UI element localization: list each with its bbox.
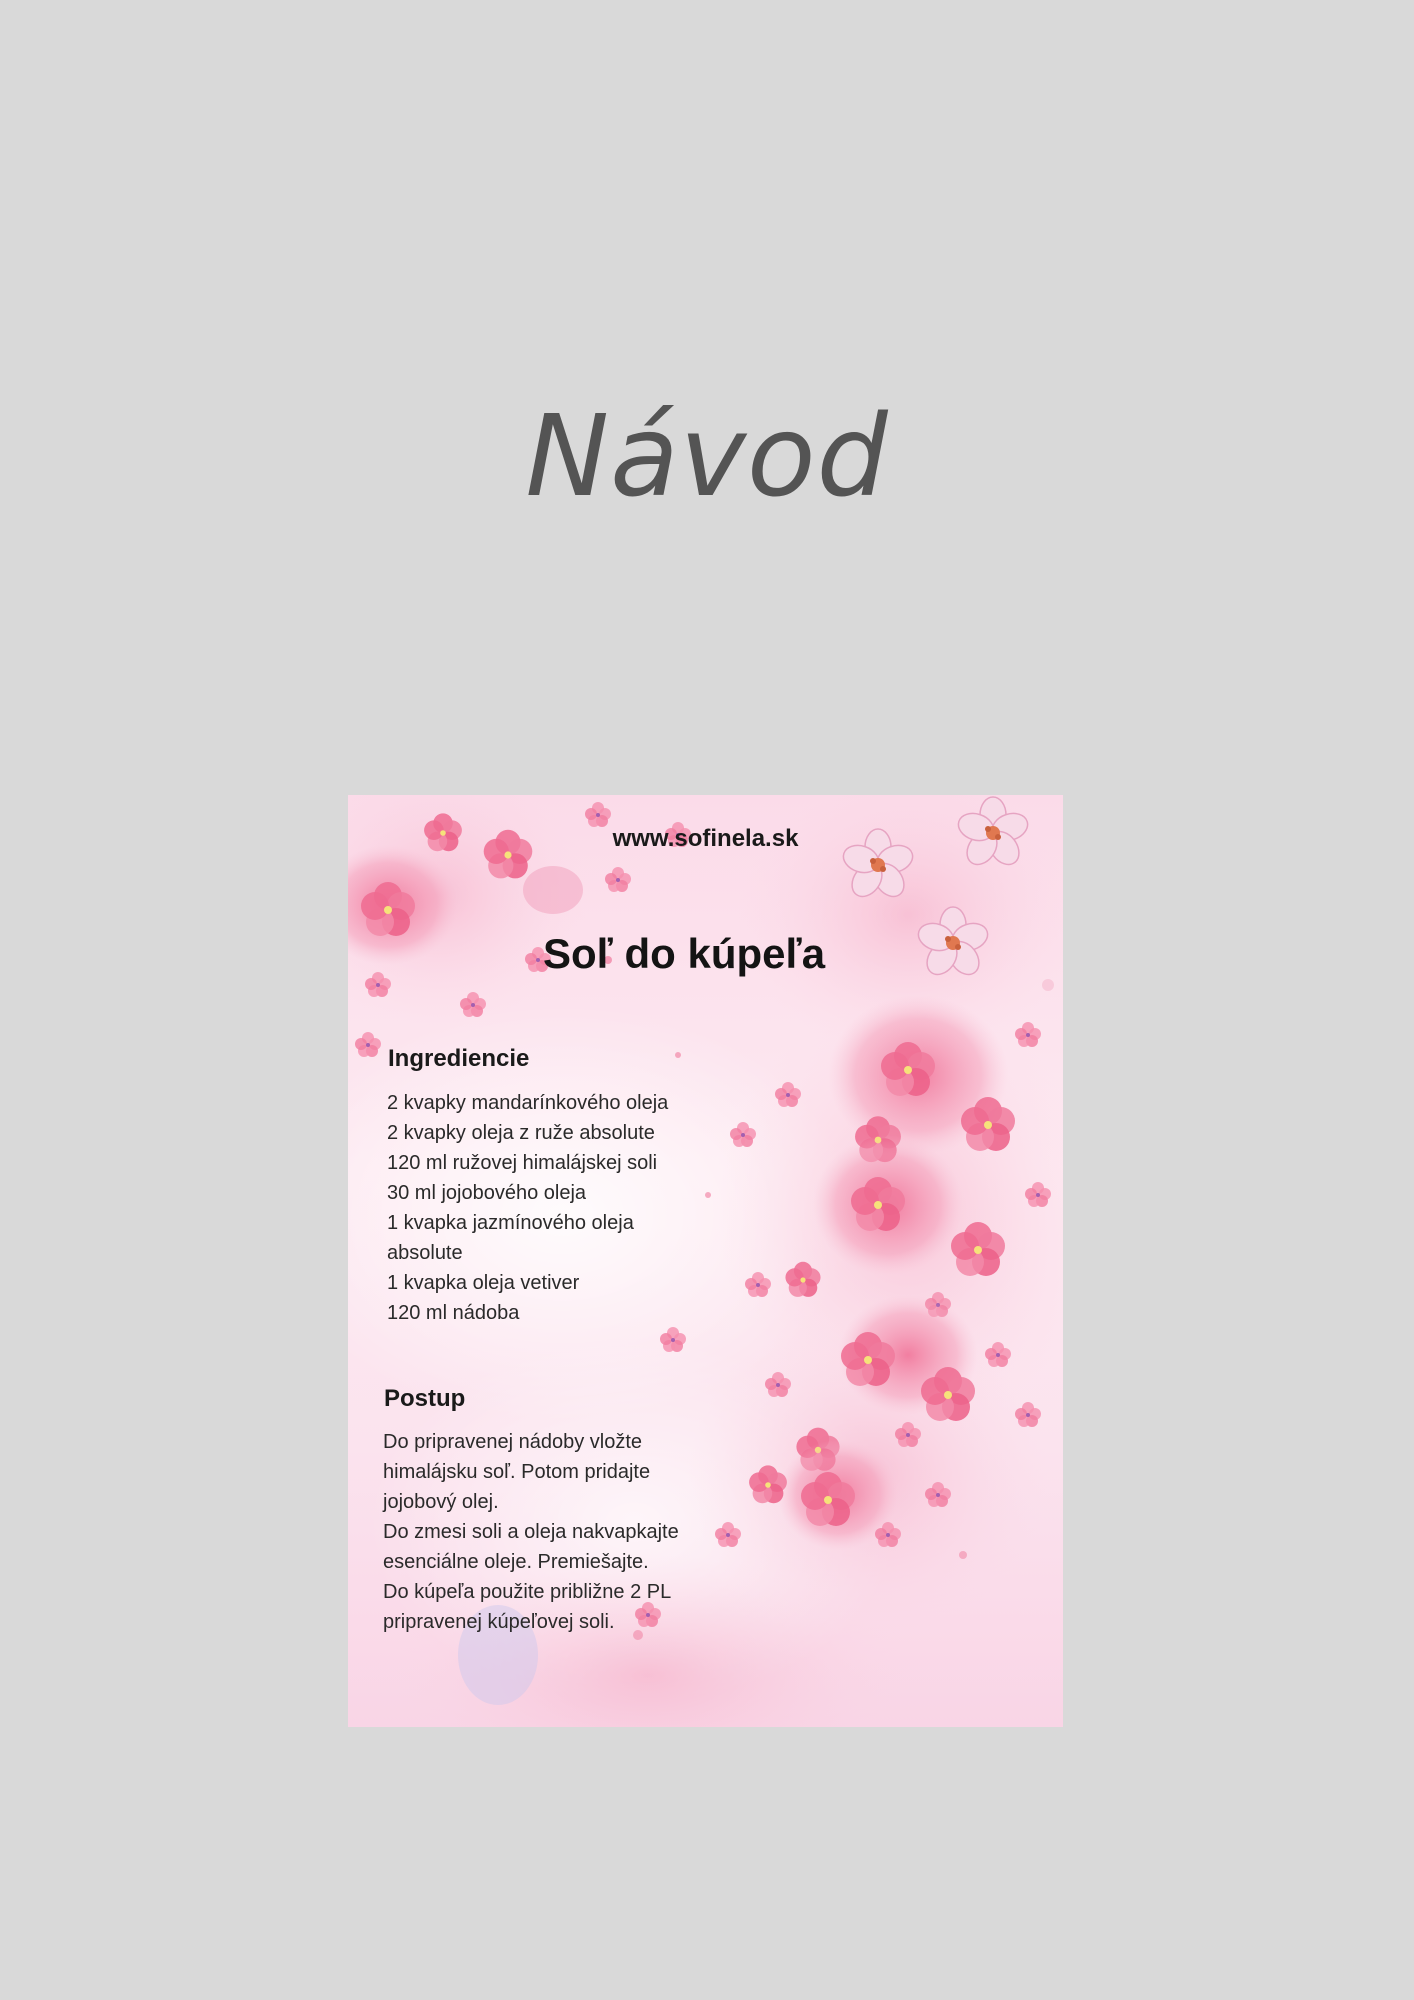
ingredient-line: 120 ml ružovej himalájskej soli [387,1152,658,1174]
recipe-title: Soľ do kúpeľa [543,930,826,977]
ingredients-list [387,1088,717,1328]
ingredient-line: 1 kvapka oleja vetiver [387,1272,580,1294]
ingredients-heading: Ingrediencie [388,1045,530,1072]
ingredient-line: 2 kvapky oleja z ruže absolute [387,1122,655,1144]
procedure-line: esenciálne oleje. Premiešajte. [383,1551,649,1573]
page-title: Návod [525,392,889,522]
ingredient-line: 30 ml jojobového oleja [387,1182,587,1204]
procedure-line: himalájsku soľ. Potom pridajte [383,1461,651,1483]
website-url: www.sofinela.sk [612,825,799,852]
recipe-card-image [348,795,1063,1727]
ingredient-line: 120 ml nádoba [387,1302,520,1324]
ingredient-line: absolute [387,1242,463,1264]
ingredient-line: 2 kvapky mandarínkového oleja [387,1092,669,1114]
procedure-line: Do pripravenej nádoby vložte [383,1431,643,1453]
procedure-text [383,1427,723,1637]
ingredient-line: 1 kvapka jazmínového oleja [387,1212,634,1234]
procedure-line: Do zmesi soli a oleja nakvapkajte [383,1521,679,1543]
procedure-line: Do kúpeľa použite približne 2 PL [383,1581,672,1603]
procedure-line: jojobový olej. [383,1491,499,1513]
procedure-line: pripravenej kúpeľovej soli. [383,1611,615,1633]
procedure-heading: Postup [384,1385,466,1412]
